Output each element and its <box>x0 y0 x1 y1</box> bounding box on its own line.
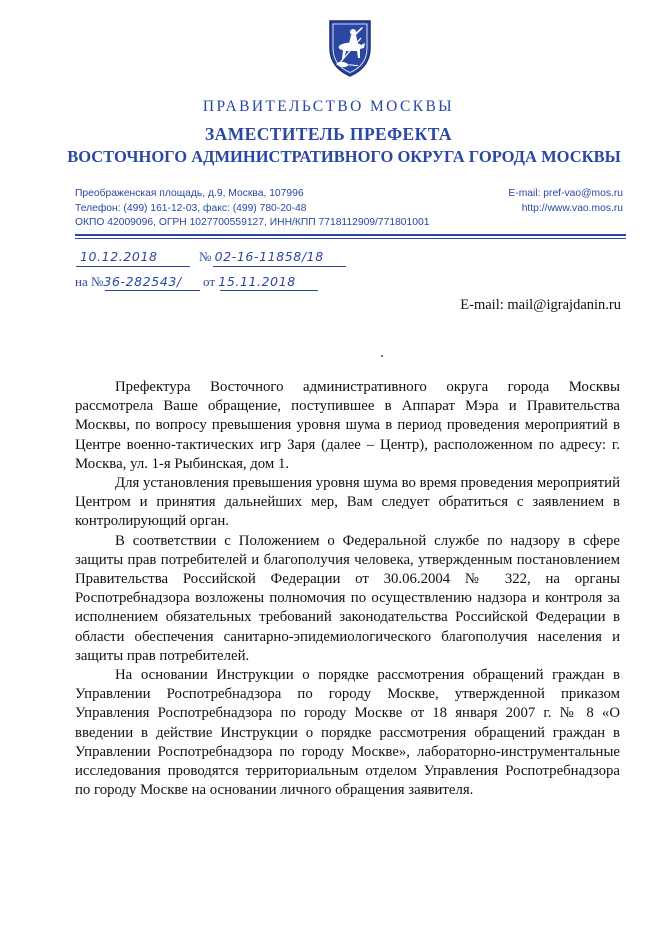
reply-date-underline <box>220 290 318 291</box>
reply-reference <box>75 274 182 290</box>
office-email[interactable]: E-mail: pref-vao@mos.ru <box>508 188 623 199</box>
contact-details <box>75 187 429 231</box>
paragraph-2: Для установления превышения уровня шума во время проведения мероприятий Центром и принятия дальнейших мер, Вам следует обратиться с заявлением в контролирующий орган. <box>75 475 620 530</box>
address-line: Преображенская площадь, д.9, Москва, 107996 <box>75 188 304 199</box>
outgoing-date: 10.12.2018 <box>80 249 158 264</box>
recipient-email: E-mail: mail@igrajdanin.ru <box>460 297 621 313</box>
office-website[interactable]: http://www.vao.mos.ru <box>521 202 623 214</box>
outgoing-number: № 02-16-11858/18 <box>199 249 324 264</box>
number-label: № <box>199 249 212 264</box>
moscow-coat-of-arms-icon <box>327 18 373 78</box>
header-divider <box>75 234 626 236</box>
header-divider-thin <box>75 238 626 239</box>
paragraph-4: На основании Инструкции о порядке рассмотрения обращений граждан в Управлении Роспотребнадзора по городу Москве, утвержденной приказом Управления Роспотребнадзора по городу Москве от 18 января 2007 г. № 8 «О введении в действие Инструкции о порядке рассмотрения обращений граждан в Управлении Роспотребнадзора по городу Москве», лабораторно-инструментальные исследования проводятся территориальным отделом Управления Роспотребнадзора по городу Москве на основании личного обращения заявителя. <box>75 667 620 799</box>
letter-body <box>75 378 620 800</box>
number-underline <box>213 266 346 267</box>
phone-line: Телефон: (499) 161-12-03, факс: (499) 780-20-48 <box>75 202 307 214</box>
office-title: ЗАМЕСТИТЕЛЬ ПРЕФЕКТА <box>205 124 452 144</box>
district-title: ВОСТОЧНОГО АДМИНИСТРАТИВНОГО ОКРУГА ГОРОДА МОСКВЫ <box>67 147 621 166</box>
codes-line: ОКПО 42009096, ОГРН 1027700559127, ИНН/КПП 7718112909/771801001 <box>75 217 430 228</box>
paragraph-3: В соответствии с Положением о Федеральной службе по надзору в сфере защиты прав потребителей и благополучия человека, утвержденным постановлением Правительства Российской Федерации от 30.06.2004 № 322, на органы Роспотребнадзора возложены полномочия по осуществлению надзора и контроля за исполнением обязательных требований законодательства Российской Федерации в области обеспечения санитарно-эпидемиологического благополучия населения и защиты прав потребителей. <box>75 532 620 664</box>
reply-number: 36-282543/ <box>103 274 182 289</box>
reply-label: на № <box>75 274 104 289</box>
online-contacts <box>508 187 623 216</box>
government-title: ПРАВИТЕЛЬСТВО МОСКВЫ <box>202 98 455 115</box>
reply-date: от 15.11.2018 <box>203 274 296 289</box>
from-label: от <box>203 274 216 289</box>
stray-mark <box>381 355 383 357</box>
date-underline <box>76 266 190 267</box>
paragraph-1: Префектура Восточного административного округа города Москвы рассмотрела Ваше обращение, поступившее в Аппарат Мэра и Правительства Москвы, по вопросу превышения уровня шума в период проведения мероприятий в Центре военно-тактических игр Заря (далее – Центр), расположенном по адресу: г. Москва, ул. 1-я Рыбинская, дом 1. <box>75 379 620 472</box>
reply-underline <box>105 290 200 291</box>
